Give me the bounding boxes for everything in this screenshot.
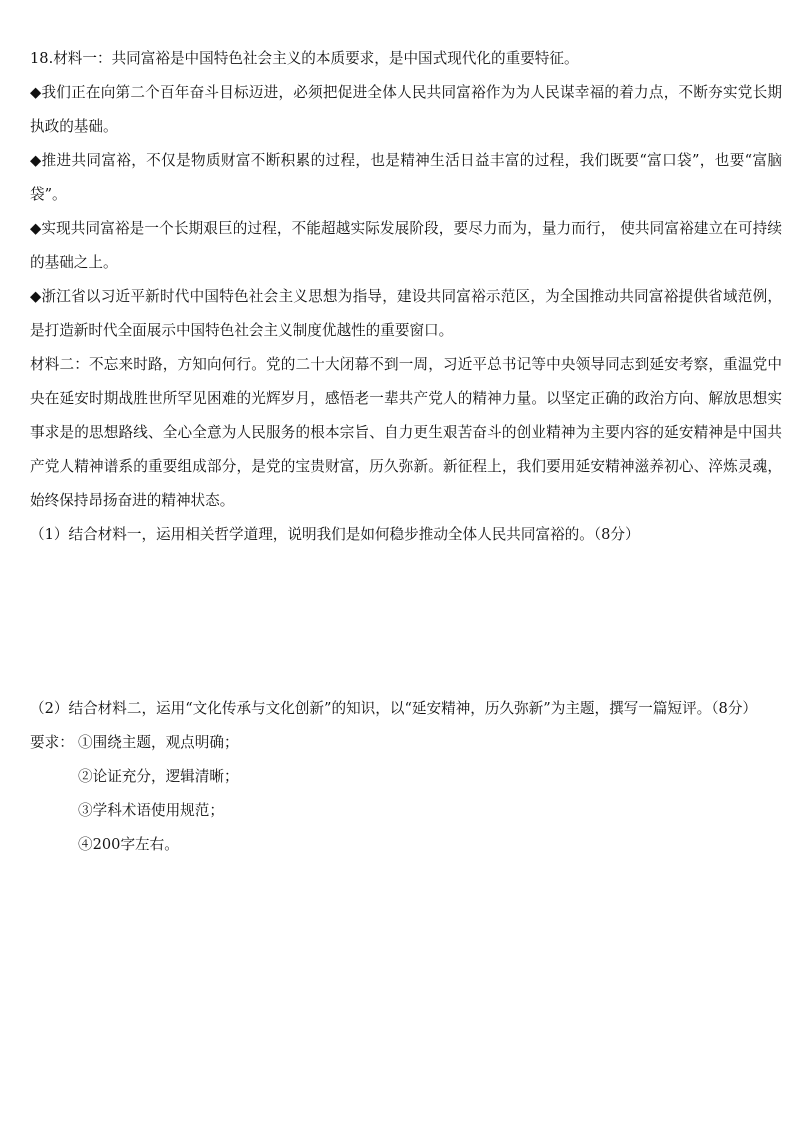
requirement-item: ①围绕主题，观点明确；	[78, 734, 239, 751]
question-1: （1）结合材料一，运用相关哲学道理，说明我们是如何稳步推动全体人民共同富裕的。（8分）	[30, 526, 640, 543]
material-1-bullet: ◆推进共同富裕，不仅是物质财富不断积累的过程，也是精神生活日益丰富的过程，我们既要“富口袋”，也要“富脑袋”。	[30, 152, 782, 203]
requirement-item: ③学科术语使用规范；	[78, 802, 224, 819]
question-2: （2）结合材料二，运用“文化传承与文化创新”的知识，以“延安精神，历久弥新”为主题，撰写一篇短评。（8分）	[30, 700, 758, 717]
material-2: 材料二：不忘来时路，方知向何行。党的二十大闭幕不到一周，习近平总书记等中央领导同志到延安考察，重温党中央在延安时期战胜世所罕见困难的光辉岁月，感悟老一辈共产党人的精神力量。以坚定正确的政治方向、解放思想实事求是的思想路线、全心全意为人民服务的根本宗旨、自力更生艰苦奋斗的创业精神为主要内容的延安精神是中国共产党人精神谱系的重要组成部分，是党的宝贵财富，历久弥新。新征程上，我们要用延安精神滋养初心、淬炼灵魂，始终保持昂扬奋进的精神状态。	[30, 356, 782, 509]
material-1-bullet: ◆我们正在向第二个百年奋斗目标迈进，必须把促进全体人民共同富裕作为为人民谋幸福的着力点，不断夯实党长期执政的基础。	[30, 84, 782, 135]
material-1-bullet: ◆实现共同富裕是一个长期艰巨的过程，不能超越实际发展阶段，要尽力而为，量力而行， 使共同富裕建立在可持续的基础之上。	[30, 220, 782, 271]
requirements	[30, 726, 782, 760]
material-1-bullet: ◆浙江省以习近平新时代中国特色社会主义思想为指导，建设共同富裕示范区，为全国推动共同富裕提供省域范例，是打造新时代全面展示中国特色社会主义制度优越性的重要窗口。	[30, 288, 782, 339]
material-1-intro: 18.材料一：共同富裕是中国特色社会主义的本质要求，是中国式现代化的重要特征。	[30, 50, 579, 67]
requirement-item: ④200字左右。	[78, 836, 179, 853]
answer-space	[30, 552, 782, 692]
requirements-label: 要求：	[30, 734, 74, 751]
exam-page	[30, 42, 782, 862]
requirement-item: ②论证充分，逻辑清晰；	[78, 768, 239, 785]
